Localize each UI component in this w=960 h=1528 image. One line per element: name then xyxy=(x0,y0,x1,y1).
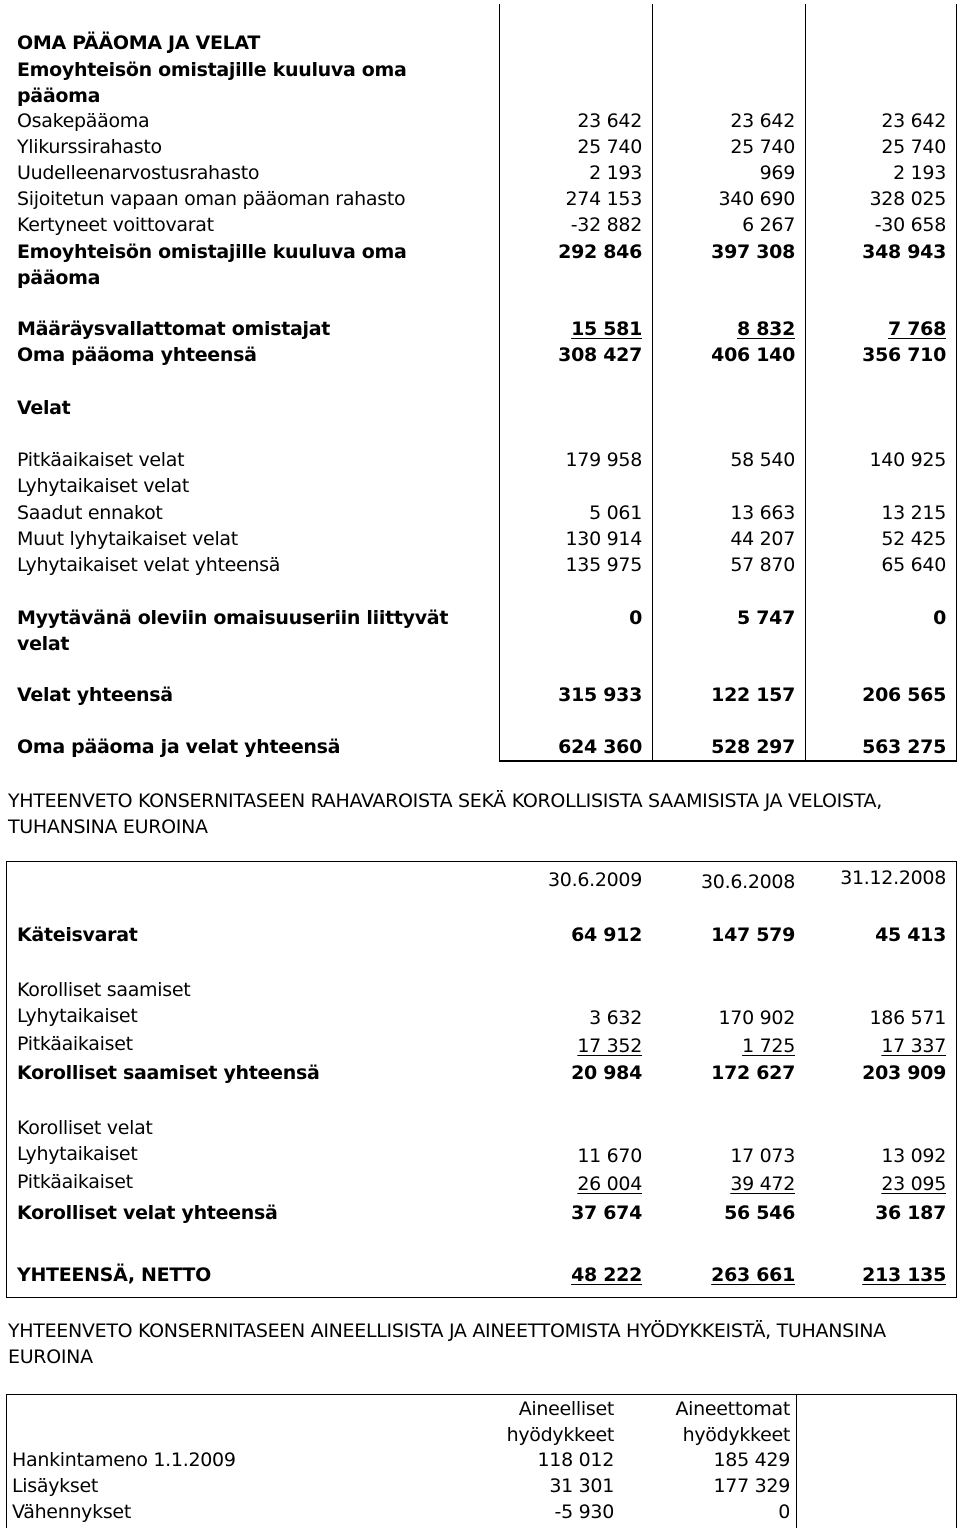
cell-value: 64 912 xyxy=(571,924,642,946)
cell-value: -30 658 xyxy=(874,214,946,236)
cell-value: 2 193 xyxy=(589,162,642,184)
row-label: Muut lyhytaikaiset velat xyxy=(17,528,238,550)
column-date: 30.6.2009 xyxy=(548,869,642,891)
row-label: Vähennykset xyxy=(12,1501,131,1523)
cell-value: 48 222 xyxy=(571,1264,642,1286)
section-subtitle: Emoyhteisön omistajille kuuluva oma xyxy=(17,59,407,81)
column-divider xyxy=(956,4,957,761)
row-label: Lyhytaikaiset xyxy=(17,1005,138,1027)
table-bottom-border xyxy=(6,1297,957,1298)
cell-value: 23 642 xyxy=(577,110,642,132)
row-label: pääoma xyxy=(17,267,101,289)
cell-value: 20 984 xyxy=(571,1062,642,1084)
cell-value: 118 012 xyxy=(537,1449,614,1471)
row-label: Ylikurssirahasto xyxy=(17,136,162,158)
cell-value: 3 632 xyxy=(589,1007,642,1029)
cell-value: 58 540 xyxy=(730,449,795,471)
cell-value: 135 975 xyxy=(565,554,642,576)
row-label: Myytävänä oleviin omaisuuseriin liittyvät xyxy=(17,607,449,629)
cell-value: 528 297 xyxy=(711,736,795,758)
cell-value: 170 902 xyxy=(718,1007,795,1029)
column-divider xyxy=(652,4,653,761)
cell-value: 203 909 xyxy=(862,1062,946,1084)
cell-value: 0 xyxy=(778,1501,790,1523)
cell-value: 25 740 xyxy=(730,136,795,158)
row-label: Pitkäaikaiset xyxy=(17,1033,133,1055)
row-label: Lyhytaikaiset velat yhteensä xyxy=(17,554,281,576)
column-header: Aineelliset xyxy=(518,1398,614,1420)
cell-value: 274 153 xyxy=(565,188,642,210)
section-title: OMA PÄÄOMA JA VELAT xyxy=(17,32,261,54)
row-label: Saadut ennakot xyxy=(17,502,163,524)
cell-value: 397 308 xyxy=(711,241,795,263)
cell-value: 65 640 xyxy=(881,554,946,576)
cell-value: 45 413 xyxy=(875,924,946,946)
table-bottom-border xyxy=(499,760,957,762)
cell-value: 39 472 xyxy=(730,1173,795,1195)
row-label: Lyhytaikaiset velat xyxy=(17,475,190,497)
group-heading: Korolliset saamiset xyxy=(17,979,191,1001)
cell-value: 5 061 xyxy=(589,502,642,524)
cell-value: 406 140 xyxy=(711,344,795,366)
table-right-border xyxy=(956,861,957,1298)
column-date: 30.6.2008 xyxy=(701,871,795,893)
cell-value: 122 157 xyxy=(711,684,795,706)
row-label: Käteisvarat xyxy=(17,924,138,946)
cell-value: 147 579 xyxy=(711,924,795,946)
cell-value: 52 425 xyxy=(881,528,946,550)
cell-value: 140 925 xyxy=(869,449,946,471)
cell-value: 13 092 xyxy=(881,1145,946,1167)
column-divider xyxy=(796,1394,797,1528)
cell-value: 186 571 xyxy=(869,1007,946,1029)
table-left-border xyxy=(6,1394,7,1528)
row-label: Uudelleenarvostusrahasto xyxy=(17,162,260,184)
row-label: YHTEENSÄ, NETTO xyxy=(17,1264,211,1286)
cell-value: 308 427 xyxy=(558,344,642,366)
cell-value: 17 337 xyxy=(881,1035,946,1057)
column-header: Aineettomat xyxy=(675,1398,790,1420)
cell-value: 2 193 xyxy=(893,162,946,184)
section-heading: EUROINA xyxy=(8,1346,93,1368)
cell-value: 17 073 xyxy=(730,1145,795,1167)
cell-value: 206 565 xyxy=(862,684,946,706)
cell-value: 969 xyxy=(759,162,795,184)
row-label: Lyhytaikaiset xyxy=(17,1143,138,1165)
cell-value: 356 710 xyxy=(862,344,946,366)
cell-value: 23 095 xyxy=(881,1173,946,1195)
cell-value: 17 352 xyxy=(577,1035,642,1057)
row-label: Oma pääoma yhteensä xyxy=(17,344,257,366)
cell-value: 172 627 xyxy=(711,1062,795,1084)
row-label: velat xyxy=(17,633,70,655)
cell-value: 340 690 xyxy=(718,188,795,210)
row-label: Lisäykset xyxy=(12,1475,98,1497)
row-label: Pitkäaikaiset velat xyxy=(17,449,185,471)
cell-value: 57 870 xyxy=(730,554,795,576)
cell-value: 37 674 xyxy=(571,1202,642,1224)
row-label: Emoyhteisön omistajille kuuluva oma xyxy=(17,241,407,263)
cell-value: 315 933 xyxy=(558,684,642,706)
cell-value: -5 930 xyxy=(554,1501,614,1523)
column-divider xyxy=(499,4,500,761)
cell-value: 0 xyxy=(933,607,946,629)
column-divider xyxy=(805,4,806,761)
section-heading: YHTEENVETO KONSERNITASEEN AINEELLISISTA JA AINEETTOMISTA HYÖDYKKEISTÄ, TUHANSINA xyxy=(8,1320,886,1342)
row-label: Sijoitetun vapaan oman pääoman rahasto xyxy=(17,188,406,210)
cell-value: 8 832 xyxy=(737,318,795,340)
subsection-heading: Velat xyxy=(17,397,71,419)
cell-value: 0 xyxy=(629,607,642,629)
cell-value: 23 642 xyxy=(730,110,795,132)
section-subtitle: pääoma xyxy=(17,85,101,107)
cell-value: 328 025 xyxy=(869,188,946,210)
cell-value: 13 215 xyxy=(881,502,946,524)
row-label: Osakepääoma xyxy=(17,110,150,132)
cell-value: 44 207 xyxy=(730,528,795,550)
cell-value: 23 642 xyxy=(881,110,946,132)
cell-value: 348 943 xyxy=(862,241,946,263)
cell-value: 1 725 xyxy=(742,1035,795,1057)
section-heading: TUHANSINA EUROINA xyxy=(8,816,208,838)
table-top-border xyxy=(6,1394,957,1395)
cell-value: 15 581 xyxy=(571,318,642,340)
cell-value: 130 914 xyxy=(565,528,642,550)
table-left-border xyxy=(6,861,7,1298)
cell-value: 185 429 xyxy=(713,1449,790,1471)
cell-value: 624 360 xyxy=(558,736,642,758)
cell-value: 563 275 xyxy=(862,736,946,758)
column-header: hyödykkeet xyxy=(682,1424,790,1446)
cell-value: 36 187 xyxy=(875,1202,946,1224)
cell-value: 26 004 xyxy=(577,1173,642,1195)
table-top-border xyxy=(6,861,957,862)
row-label: Korolliset saamiset yhteensä xyxy=(17,1062,320,1084)
table-right-border xyxy=(956,1394,957,1528)
row-label: Määräysvallattomat omistajat xyxy=(17,318,331,340)
row-label: Velat yhteensä xyxy=(17,684,173,706)
cell-value: 13 663 xyxy=(730,502,795,524)
column-date: 31.12.2008 xyxy=(840,867,946,889)
cell-value: 263 661 xyxy=(711,1264,795,1286)
cell-value: 292 846 xyxy=(558,241,642,263)
cell-value: 7 768 xyxy=(888,318,946,340)
row-label: Kertyneet voittovarat xyxy=(17,214,214,236)
cell-value: 177 329 xyxy=(713,1475,790,1497)
cell-value: 6 267 xyxy=(742,214,795,236)
cell-value: 56 546 xyxy=(724,1202,795,1224)
cell-value: 11 670 xyxy=(577,1145,642,1167)
row-label: Pitkäaikaiset xyxy=(17,1171,133,1193)
cell-value: 31 301 xyxy=(549,1475,614,1497)
cell-value: 213 135 xyxy=(862,1264,946,1286)
group-heading: Korolliset velat xyxy=(17,1117,153,1139)
cell-value: -32 882 xyxy=(570,214,642,236)
row-label: Hankintameno 1.1.2009 xyxy=(12,1449,236,1471)
row-label: Oma pääoma ja velat yhteensä xyxy=(17,736,341,758)
cell-value: 5 747 xyxy=(737,607,795,629)
column-header: hyödykkeet xyxy=(506,1424,614,1446)
cell-value: 25 740 xyxy=(881,136,946,158)
row-label: Korolliset velat yhteensä xyxy=(17,1202,278,1224)
cell-value: 179 958 xyxy=(565,449,642,471)
cell-value: 25 740 xyxy=(577,136,642,158)
section-heading: YHTEENVETO KONSERNITASEEN RAHAVAROISTA SEKÄ KOROLLISISTA SAAMISISTA JA VELOISTA, xyxy=(8,790,882,812)
